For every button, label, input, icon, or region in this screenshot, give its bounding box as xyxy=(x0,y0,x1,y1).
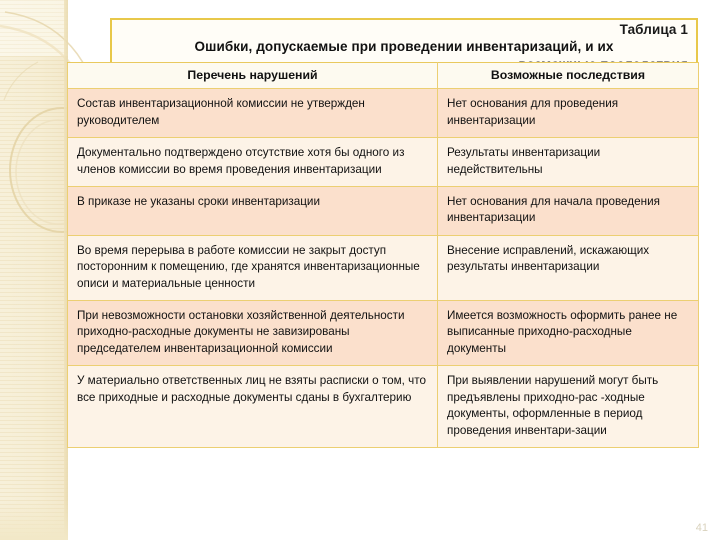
table-label: Таблица 1 xyxy=(619,22,688,37)
column-header-consequences: Возможные последствия xyxy=(438,63,699,89)
cell-consequence: Нет основания для начала проведения инвентаризации xyxy=(438,187,699,236)
table-row xyxy=(68,235,699,300)
table-row xyxy=(68,301,699,366)
cell-consequence: Имеется возможность оформить ранее не выписанные приходно-расходные документы xyxy=(438,301,699,366)
cell-violation: В приказе не указаны сроки инвентаризации xyxy=(68,187,438,236)
table-header-row xyxy=(68,63,699,89)
cell-consequence: Нет основания для проведения инвентаризации xyxy=(438,89,699,138)
cell-violation: Состав инвентаризационной комиссии не утвержден руководителем xyxy=(68,89,438,138)
decorative-left-band xyxy=(0,0,68,540)
table-row xyxy=(68,187,699,236)
table-row xyxy=(68,89,699,138)
table-row xyxy=(68,366,699,448)
cell-violation: При невозможности остановки хозяйственной деятельности приходно-расходные документы не завизированы председателем инвентаризационной комиссии xyxy=(68,301,438,366)
decorative-left-band-top xyxy=(0,0,68,56)
violations-table xyxy=(67,62,699,448)
cell-violation: У материально ответственных лиц не взяты расписки о том, что все приходные и расходные документы сданы в бухгалтерию xyxy=(68,366,438,448)
cell-consequence: При выявлении нарушений могут быть предъявлены приходно-рас -ходные документы, оформленные в период проведения инвентари-зации xyxy=(438,366,699,448)
cell-consequence: Внесение исправлений, искажающих результаты инвентаризации xyxy=(438,235,699,300)
table-container xyxy=(67,62,698,448)
cell-violation: Во время перерыва в работе комиссии не закрыт доступ посторонним к помещению, где хранятся инвентаризационные описи и материальные ценности xyxy=(68,235,438,300)
table-row xyxy=(68,138,699,187)
decorative-band-fade xyxy=(0,500,68,540)
cell-violation: Документально подтверждено отсутствие хотя бы одного из членов комиссии во время проведения инвентаризации xyxy=(68,138,438,187)
page-number: 41 xyxy=(695,522,708,534)
column-header-violations: Перечень нарушений xyxy=(68,63,438,89)
page-title-line-1: Ошибки, допускаемые при проведении инвентаризаций, и их xyxy=(194,39,614,54)
cell-consequence: Результаты инвентаризации недействительны xyxy=(438,138,699,187)
